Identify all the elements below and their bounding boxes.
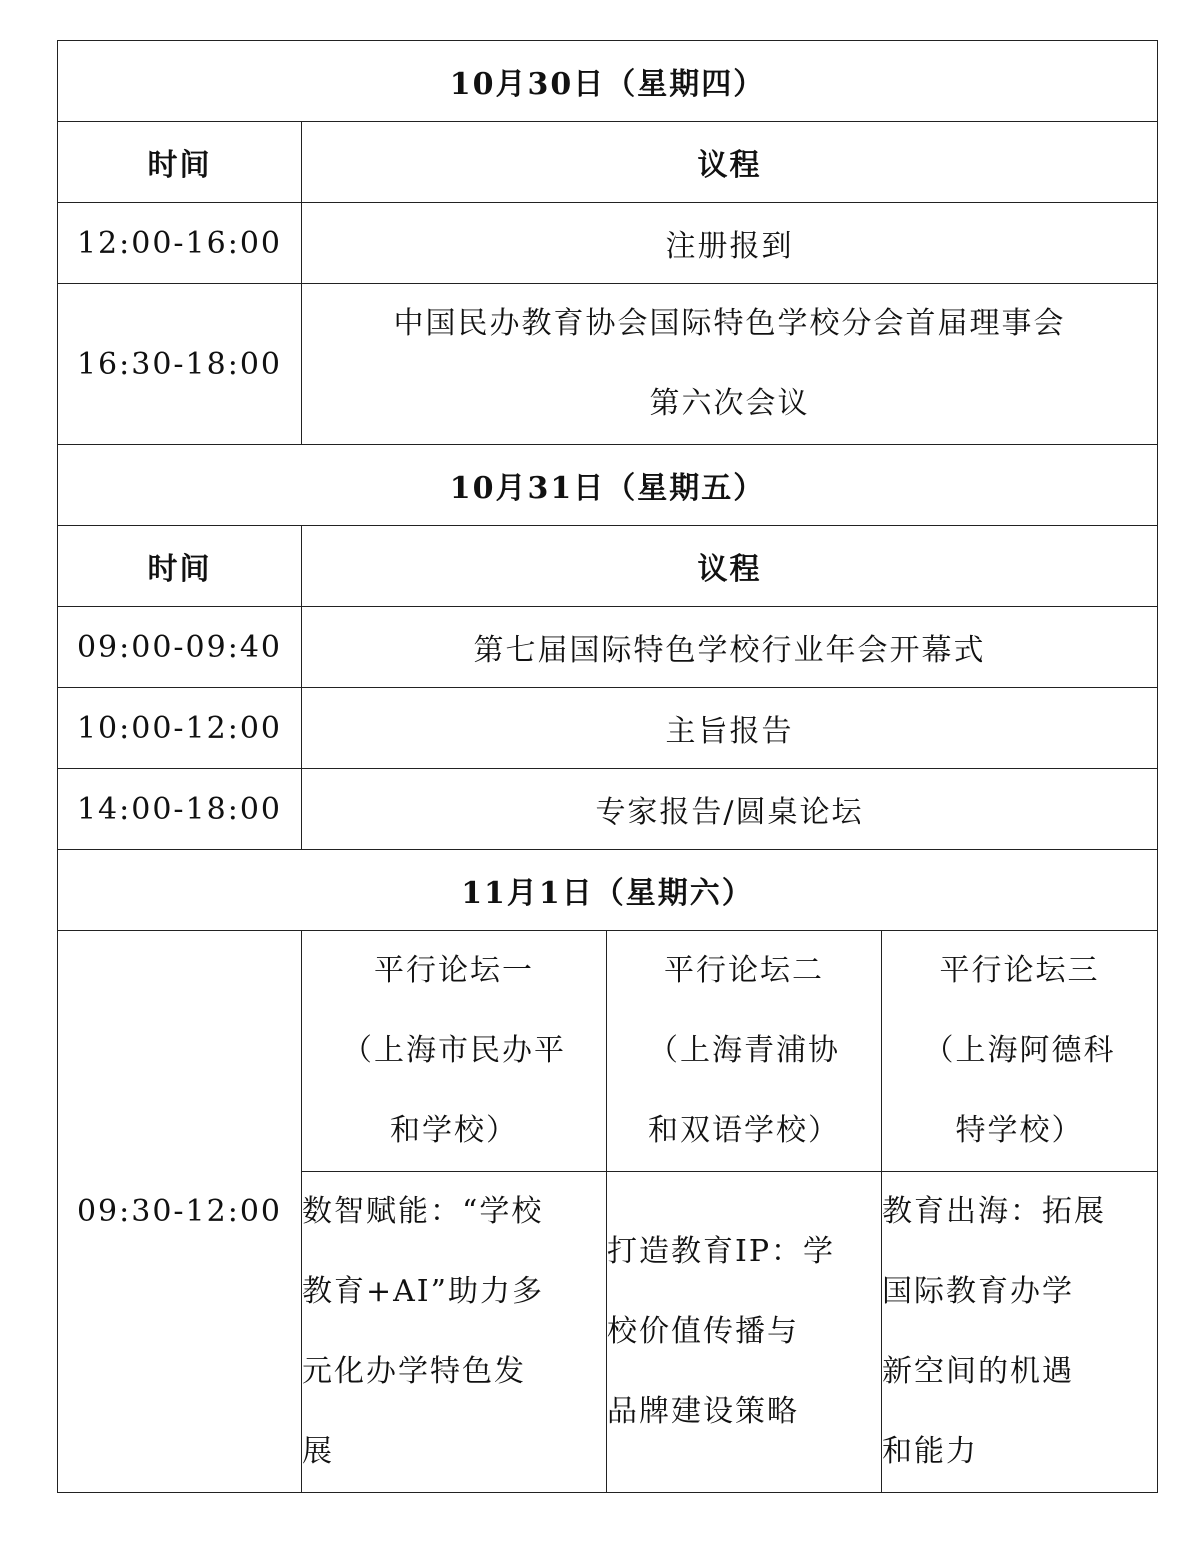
column-header-row <box>58 122 1158 203</box>
forum-topic-line: 教育出海：拓展 <box>882 1194 1106 1229</box>
forum-title-line: （上海青浦协 <box>648 1033 840 1068</box>
forum-topic-line: 元化办学特色发 <box>302 1354 526 1389</box>
agenda-item: 注册报到 <box>302 203 1158 284</box>
agenda-item-line: 第六次会议 <box>649 386 810 421</box>
table-row <box>58 769 1158 850</box>
column-header-row <box>58 526 1158 607</box>
time-cell: 16:30-18:00 <box>58 284 302 445</box>
forum-topic-line: 品牌建设策略 <box>607 1394 799 1429</box>
forum-title-row <box>58 931 1158 1172</box>
agenda-header: 议程 <box>302 122 1158 203</box>
forum-title-line: （上海市民办平 <box>342 1033 566 1068</box>
agenda-table <box>57 40 1158 1493</box>
time-cell: 09:30-12:00 <box>58 931 302 1493</box>
forum-3-title <box>882 931 1158 1172</box>
forum-topic-line: 教育+AI”助力多 <box>302 1274 544 1309</box>
forum-title-line: 和双语学校） <box>648 1113 840 1148</box>
time-cell: 14:00-18:00 <box>58 769 302 850</box>
agenda-item: 主旨报告 <box>302 688 1158 769</box>
forum-1-topic <box>302 1172 607 1493</box>
forum-2-title <box>607 931 882 1172</box>
forum-3-topic <box>882 1172 1158 1493</box>
table-row <box>58 203 1158 284</box>
time-cell: 10:00-12:00 <box>58 688 302 769</box>
agenda-item-line: 中国民办教育协会国际特色学校分会首届理事会 <box>393 306 1066 341</box>
day1-date: 10月30日（星期四） <box>58 41 1158 122</box>
forum-title-line: （上海阿德科 <box>923 1033 1116 1068</box>
agenda-item: 第七届国际特色学校行业年会开幕式 <box>302 607 1158 688</box>
forum-title-line: 平行论坛一 <box>374 953 534 988</box>
forum-title-line: 平行论坛二 <box>664 953 824 988</box>
forum-1-title <box>302 931 607 1172</box>
forum-topic-line: 打造教育IP：学 <box>607 1234 836 1269</box>
day2-date: 10月31日（星期五） <box>58 445 1158 526</box>
day-header-row <box>58 41 1158 122</box>
time-cell: 12:00-16:00 <box>58 203 302 284</box>
time-header: 时间 <box>58 526 302 607</box>
forum-topic-line: 数智赋能：“学校 <box>302 1194 544 1229</box>
table-row <box>58 607 1158 688</box>
forum-2-topic <box>607 1172 882 1493</box>
forum-title-line: 和学校） <box>390 1113 518 1148</box>
agenda-item <box>302 284 1158 445</box>
forum-title-line: 特学校） <box>955 1113 1084 1148</box>
table-row <box>58 284 1158 445</box>
time-cell: 09:00-09:40 <box>58 607 302 688</box>
time-header: 时间 <box>58 122 302 203</box>
forum-topic-line: 展 <box>302 1434 334 1469</box>
forum-topic-line: 和能力 <box>882 1434 978 1469</box>
forum-topic-line: 新空间的机遇 <box>882 1354 1074 1389</box>
table-row <box>58 688 1158 769</box>
forum-topic-line: 校价值传播与 <box>607 1314 799 1349</box>
forum-title-line: 平行论坛三 <box>939 953 1100 988</box>
forum-topic-line: 国际教育办学 <box>882 1274 1074 1309</box>
day-header-row <box>58 850 1158 931</box>
day-header-row <box>58 445 1158 526</box>
agenda-item: 专家报告/圆桌论坛 <box>302 769 1158 850</box>
agenda-header: 议程 <box>302 526 1158 607</box>
day3-date: 11月1日（星期六） <box>58 850 1158 931</box>
